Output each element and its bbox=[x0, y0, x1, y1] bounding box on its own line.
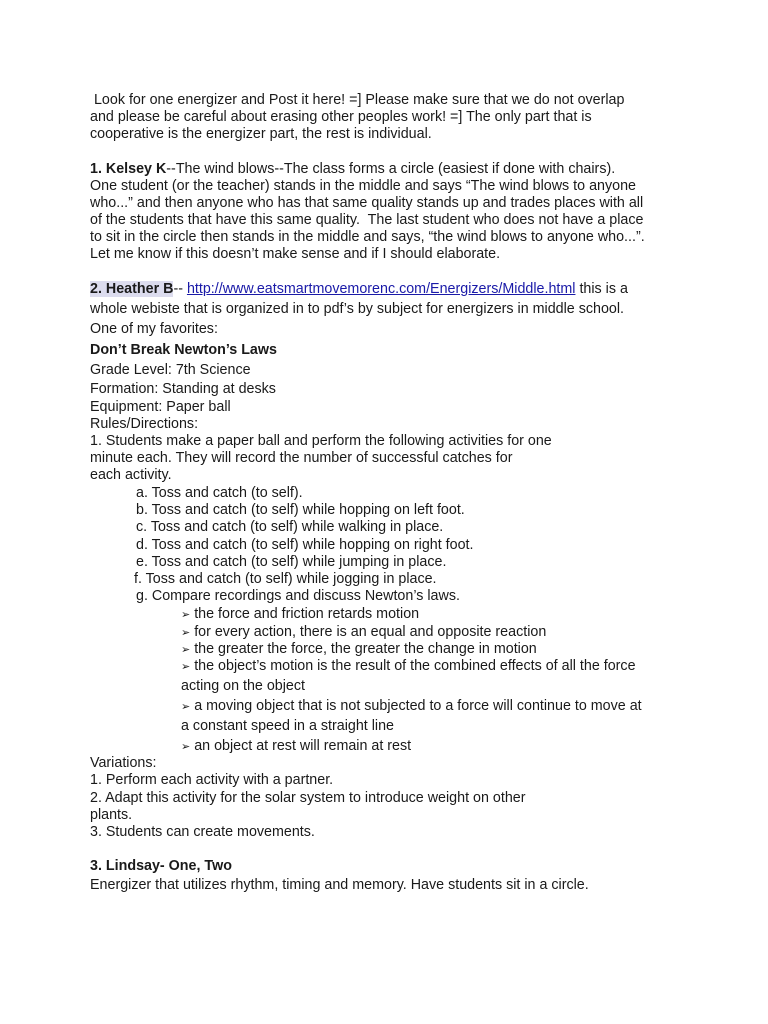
entry-1-line: One student (or the teacher) stands in the middle and says “The wind blows to anyone bbox=[90, 178, 636, 194]
entry-1-line: Let me know if this doesn’t make sense and if I should elaborate. bbox=[90, 246, 501, 262]
variation-item: 3. Students can create movements. bbox=[90, 824, 315, 840]
law-item: ➢ the greater the force, the greater the change in motion bbox=[181, 641, 537, 657]
activity-detail: each activity. bbox=[90, 467, 172, 483]
variation-item: 1. Perform each activity with a partner. bbox=[90, 772, 334, 788]
arrow-bullet-icon: ➢ bbox=[181, 609, 191, 621]
arrow-bullet-icon: ➢ bbox=[181, 627, 191, 639]
variation-item: plants. bbox=[90, 807, 133, 823]
activity-detail: Rules/Directions: bbox=[90, 416, 199, 432]
variations-heading: Variations: bbox=[90, 755, 157, 771]
activity-step: e. Toss and catch (to self) while jumping in place. bbox=[136, 554, 447, 570]
intro-line: cooperative is the energizer part, the rest is individual. bbox=[90, 126, 432, 142]
law-item-continued: a constant speed in a straight line bbox=[181, 718, 395, 734]
arrow-bullet-icon: ➢ bbox=[181, 644, 191, 656]
law-item: ➢ for every action, there is an equal and opposite reaction bbox=[181, 624, 547, 640]
activity-step: g. Compare recordings and discuss Newton’s laws. bbox=[136, 588, 460, 604]
law-item: ➢ a moving object that is not subjected to a force will continue to move at bbox=[181, 698, 642, 714]
law-item: ➢ the object’s motion is the result of the combined effects of all the force bbox=[181, 658, 636, 674]
entry-1-first-line bbox=[90, 161, 615, 178]
arrow-bullet-icon: ➢ bbox=[181, 741, 191, 753]
intro-line: Look for one energizer and Post it here! =] Please make sure that we do not overlap bbox=[90, 92, 625, 108]
law-item: ➢ the force and friction retards motion bbox=[181, 606, 420, 622]
arrow-bullet-icon: ➢ bbox=[181, 661, 191, 673]
activity-step: d. Toss and catch (to self) while hopping on right foot. bbox=[136, 537, 474, 553]
entry-1-text: --The wind blows--The class forms a circle (easiest if done with chairs). bbox=[166, 161, 616, 177]
law-item: ➢ an object at rest will remain at rest bbox=[181, 738, 412, 754]
activity-detail: Formation: Standing at desks bbox=[90, 381, 276, 397]
activity-step: b. Toss and catch (to self) while hopping on left foot. bbox=[136, 502, 465, 518]
activity-step: c. Toss and catch (to self) while walking in place. bbox=[136, 519, 444, 535]
entry-2-line: One of my favorites: bbox=[90, 321, 218, 337]
entry-2-heading: 2. Heather B bbox=[90, 281, 174, 297]
entry-2-after-link: this is a bbox=[575, 281, 628, 297]
variation-item: 2. Adapt this activity for the solar system to introduce weight on other bbox=[90, 790, 526, 806]
law-item-continued: acting on the object bbox=[181, 678, 305, 694]
entry-1-line: who...” and then anyone who has that same quality stands up and trades places with all bbox=[90, 195, 644, 211]
activity-detail: Equipment: Paper ball bbox=[90, 399, 231, 415]
activity-step: f. Toss and catch (to self) while jogging in place. bbox=[134, 571, 437, 587]
entry-3-heading: 3. Lindsay- One, Two bbox=[90, 858, 232, 874]
entry-3-text: Energizer that utilizes rhythm, timing and memory. Have students sit in a circle. bbox=[90, 877, 589, 893]
activity-detail: 1. Students make a paper ball and perform the following activities for one bbox=[90, 433, 552, 449]
energizers-link[interactable]: http://www.eatsmartmovemorenc.com/Energizers/Middle.html bbox=[186, 281, 576, 297]
arrow-bullet-icon: ➢ bbox=[181, 701, 191, 713]
activity-detail: minute each. They will record the number of successful catches for bbox=[90, 450, 513, 466]
activity-detail: Grade Level: 7th Science bbox=[90, 362, 251, 378]
activity-step: a. Toss and catch (to self). bbox=[136, 485, 303, 501]
entry-2-line: whole webiste that is organized in to pdf’s by subject for energizers in middle school. bbox=[90, 301, 625, 317]
intro-line: and please be careful about erasing other peoples work! =] The only part that is bbox=[90, 109, 592, 125]
entry-1-heading: 1. Kelsey K bbox=[90, 161, 167, 177]
entry-2-dash: -- bbox=[173, 281, 187, 297]
entry-2-first-line bbox=[90, 281, 628, 298]
entry-1-line: to sit in the circle then stands in the middle and says, “the wind blows to anyone who...”. bbox=[90, 229, 645, 245]
entry-1-line: of the students that have this same quality. The last student who does not have a place bbox=[90, 212, 644, 228]
activity-title: Don’t Break Newton’s Laws bbox=[90, 342, 277, 358]
